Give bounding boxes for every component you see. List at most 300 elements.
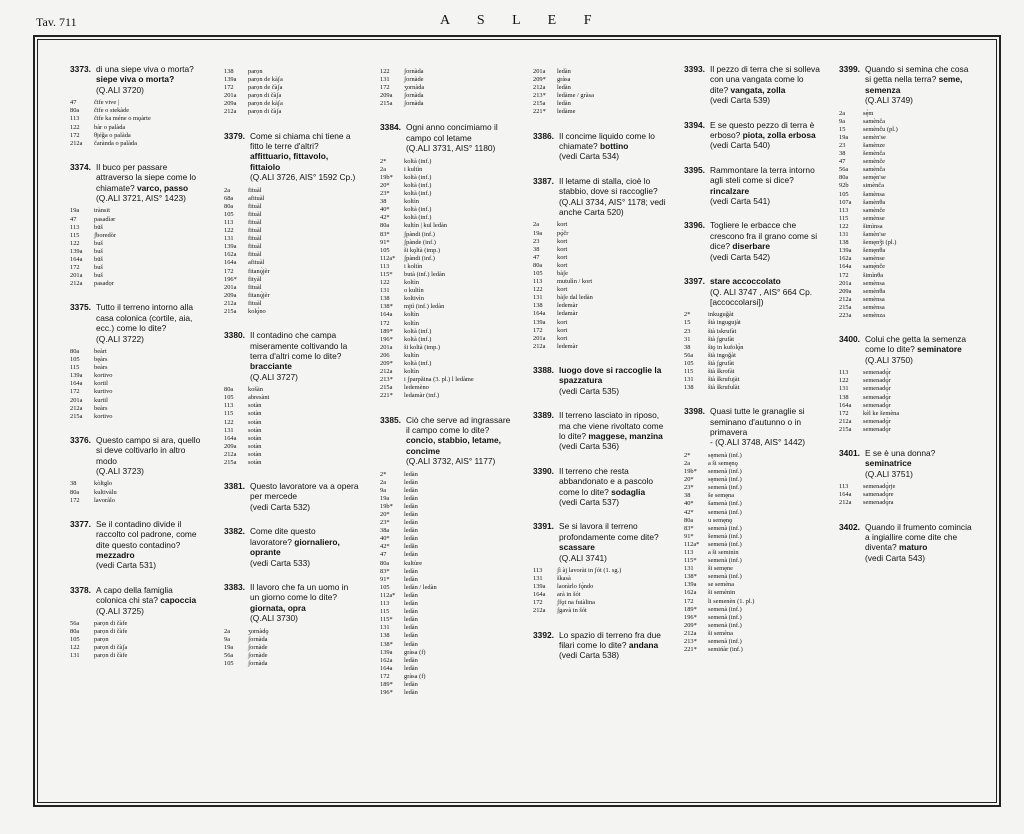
questionnaire-entry xyxy=(533,630,668,675)
headword: mezzadro xyxy=(96,549,135,560)
location-code: 115 xyxy=(70,364,80,372)
response-row xyxy=(839,231,973,239)
response-row xyxy=(684,646,820,654)
response-row xyxy=(380,471,514,479)
response-row xyxy=(380,616,514,624)
location-code: 209a xyxy=(380,92,393,100)
location-code: 131 xyxy=(839,231,849,239)
dialect-form: li semenèn (1. pl.) xyxy=(708,597,755,605)
question-number: 3381. xyxy=(224,481,245,492)
location-code: 212a xyxy=(533,342,546,350)
question-text: Questo lavoratore va a opera per mercede xyxy=(250,481,359,502)
response-row xyxy=(380,182,514,190)
response-row xyxy=(839,272,973,280)
location-code: 56a xyxy=(224,651,234,659)
location-code: 212a xyxy=(684,629,697,637)
response-row xyxy=(224,92,359,100)
response-row xyxy=(224,308,359,316)
column-1 xyxy=(70,64,204,674)
entry-spacer xyxy=(533,661,668,675)
response-row xyxy=(70,356,204,364)
source-reference: (vedi Carta 542) xyxy=(710,251,771,262)
location-code: 131 xyxy=(224,235,234,243)
location-code: 213* xyxy=(380,376,393,384)
location-code: 212a xyxy=(70,280,83,288)
dialect-form: ledàn xyxy=(404,511,418,518)
questionnaire-entry xyxy=(224,131,359,331)
location-code: 19a xyxy=(380,494,390,502)
dialect-form: parọn di čàfe xyxy=(94,619,128,627)
location-code: 212a xyxy=(839,295,852,303)
location-code: 164a xyxy=(533,591,546,599)
location-code: 19b* xyxy=(684,468,697,476)
dialect-form: kort xyxy=(557,334,568,342)
location-code: 164a xyxy=(224,259,237,267)
location-code: 105 xyxy=(224,394,234,402)
response-row xyxy=(380,568,514,576)
location-code: 42* xyxy=(380,214,390,222)
dialect-form: koltà (inf.) xyxy=(404,190,432,198)
dialect-form: ši kǫltà (imp.) xyxy=(404,246,441,254)
entry-spacer xyxy=(533,616,668,630)
response-row xyxy=(684,606,820,614)
headword: maturo xyxy=(899,542,928,553)
entry-spacer xyxy=(839,320,973,334)
dialect-form: semenà (inf.) xyxy=(708,524,742,532)
dialect-form: škasà xyxy=(557,575,571,583)
questionnaire-entry xyxy=(224,68,359,131)
response-row xyxy=(380,632,514,640)
question-number: 3389. xyxy=(533,410,554,421)
location-code: 196* xyxy=(684,613,697,621)
response-row xyxy=(380,336,514,344)
questionnaire-entry xyxy=(684,406,820,668)
question-number: 3376. xyxy=(70,434,91,445)
response-row xyxy=(533,286,668,294)
response-row xyxy=(70,397,204,405)
headword: vangata, zolla xyxy=(730,84,786,95)
location-code: 201a xyxy=(839,279,852,287)
response-row xyxy=(684,573,820,581)
headword: sodaglia xyxy=(611,486,646,497)
location-code: 23 xyxy=(839,142,846,149)
response-row xyxy=(839,499,973,507)
dialect-form: ʃornàde xyxy=(248,651,268,659)
question-text: Tutto il terreno intorno alla casa colonica (cortile, aia, ecc.) come lo dite? xyxy=(96,302,193,334)
location-code: 2a xyxy=(224,627,231,635)
response-row xyxy=(380,166,514,174)
source-reference: (Q.ALI 3749) xyxy=(865,95,913,106)
response-row xyxy=(380,551,514,559)
location-code: 164a xyxy=(839,401,852,409)
response-row xyxy=(380,527,514,535)
source-reference: (Q.ALI 3732, AIS° 1177) xyxy=(406,456,496,467)
response-row xyxy=(684,614,820,622)
response-row xyxy=(533,302,668,310)
location-code: 105 xyxy=(224,659,234,667)
question-block xyxy=(70,585,204,616)
location-code: 15 xyxy=(839,125,846,133)
question-block xyxy=(533,466,668,508)
question-block xyxy=(70,64,204,95)
response-row xyxy=(224,84,359,92)
dialect-form: koltìn xyxy=(404,319,419,327)
response-list xyxy=(70,348,204,421)
source-reference: (Q.ALI 3725) xyxy=(96,605,144,616)
entry-spacer xyxy=(70,660,204,674)
location-code: 131 xyxy=(684,376,694,384)
questionnaire-entry xyxy=(839,334,973,448)
response-row xyxy=(380,247,514,255)
response-row xyxy=(224,394,359,402)
dialect-form: semenadǫ̀r xyxy=(863,393,891,401)
response-row xyxy=(380,641,514,649)
location-code: 105 xyxy=(224,210,234,218)
location-code: 131 xyxy=(684,565,694,573)
location-code: 80a xyxy=(70,107,80,115)
response-row xyxy=(839,312,973,320)
dialect-form: gràsa (f) xyxy=(404,672,426,680)
dialect-form: parọn di čàʃa xyxy=(248,108,282,116)
dialect-form: sęmenà (inf.) xyxy=(708,476,742,484)
location-code: 113 xyxy=(380,262,390,270)
question-block xyxy=(70,302,204,344)
dialect-form: parọn di čàʃa xyxy=(94,644,128,652)
location-code: 209* xyxy=(533,76,546,84)
response-row xyxy=(70,240,204,248)
response-row xyxy=(533,294,668,302)
headword: giornata, opra xyxy=(250,602,306,613)
location-code: 212a xyxy=(839,417,852,425)
response-row xyxy=(380,376,514,384)
source-reference: (Q.ALI 3734, AIS° 1178; vedi anche Carta 520) xyxy=(559,196,666,217)
questionnaire-entry xyxy=(380,68,514,122)
source-reference: (vedi Carta 541) xyxy=(710,196,771,207)
location-code: 80a xyxy=(70,347,80,355)
question-text: Il terreno lasciato in riposo, ma che viene rivoltato come lo dite? xyxy=(559,410,664,441)
dialect-form: šemenà (inf.) xyxy=(708,532,742,540)
response-row xyxy=(684,492,820,500)
response-row xyxy=(839,223,973,231)
dialect-form: semenadǫ̀r xyxy=(863,385,891,393)
location-code: 212a xyxy=(70,404,83,412)
location-code: 9a xyxy=(839,117,846,125)
questionnaire-entry xyxy=(839,448,973,522)
response-row xyxy=(839,418,973,426)
dialect-form: ledàn xyxy=(557,100,571,108)
location-code: 206 xyxy=(380,351,390,359)
source-reference: (Q.ALI 3731, AIS° 1180) xyxy=(406,143,496,154)
response-row xyxy=(380,190,514,198)
dialect-form: ledàn xyxy=(404,664,418,672)
question-text: Quando il frumento comincia a ingiallire come dite che diventa? xyxy=(865,521,972,553)
dialect-form: ledǎn xyxy=(404,543,418,551)
question-text: di una siepe viva o morta? xyxy=(96,64,194,74)
dialect-form: semińàr (inf.) xyxy=(708,646,743,654)
location-code: 68a xyxy=(224,194,234,202)
question-text: Lo spazio di terreno fra due filari come lo dite? xyxy=(559,629,661,650)
dialect-form: koltìn xyxy=(404,311,419,319)
question-block xyxy=(684,220,820,262)
dialect-form: semenà (inf.) xyxy=(708,621,742,629)
location-code: 42* xyxy=(380,543,390,551)
question-number: 3386. xyxy=(533,130,554,141)
headword: giornaliero, oprante xyxy=(250,536,340,558)
location-code: 139a xyxy=(684,581,697,589)
location-code: 113 xyxy=(224,218,234,226)
location-code: 212a xyxy=(533,607,546,615)
questionnaire-entry xyxy=(70,64,204,162)
headword: diserbare xyxy=(732,241,771,252)
dialect-form: kort xyxy=(557,237,568,245)
dialect-form: ši semènin xyxy=(708,589,736,597)
response-row xyxy=(70,99,204,107)
dialect-form: čarànda o palàda xyxy=(94,139,137,147)
dialect-form: ledàn xyxy=(404,494,418,502)
location-code: 201a xyxy=(380,343,393,351)
dialect-form: büš xyxy=(94,223,103,231)
entry-spacer xyxy=(533,351,668,365)
response-row xyxy=(533,76,668,84)
response-row xyxy=(224,402,359,410)
entry-spacer xyxy=(380,108,514,122)
location-code: 201a xyxy=(224,92,237,100)
dialect-form: parọn xyxy=(248,68,263,75)
dialect-form: fityàl xyxy=(248,275,262,283)
location-code: 172 xyxy=(380,319,390,327)
response-list xyxy=(533,68,668,117)
location-code: 122 xyxy=(380,279,390,287)
question-number: 3384. xyxy=(380,122,401,133)
question-text: Il terreno che resta abbandonato e a pascolo come lo dite? xyxy=(559,465,654,497)
question-text: Il concime liquido come lo chiamate? xyxy=(559,130,655,151)
location-code: 19a xyxy=(70,207,80,215)
dialect-form: simènča xyxy=(863,182,884,190)
question-text: luogo dove si raccoglie la spazzatura xyxy=(559,364,662,386)
dialect-form: koltà (inf.) xyxy=(404,360,432,368)
response-row xyxy=(533,575,668,583)
response-row xyxy=(380,239,514,247)
dialect-form: šimìnsa xyxy=(863,222,883,230)
dialect-form: sotàn xyxy=(248,442,262,450)
location-code: 80a xyxy=(70,488,80,496)
question-number: 3401. xyxy=(839,448,860,459)
headword: bracciante xyxy=(250,361,292,372)
location-code: 80a xyxy=(533,261,543,269)
location-code: 113 xyxy=(839,483,849,491)
location-code: 80a xyxy=(684,516,694,524)
dialect-form: kultìn xyxy=(404,351,419,359)
source-reference: (vedi Carta 540) xyxy=(710,140,771,151)
question-block xyxy=(684,406,820,448)
questionnaire-entry xyxy=(533,365,668,410)
page-title: A S L E F xyxy=(440,13,604,28)
response-row xyxy=(839,263,973,271)
dialect-form: parọn di čàfe xyxy=(94,652,128,660)
headword: seminatrice xyxy=(865,458,912,469)
response-row xyxy=(70,480,204,488)
location-code: 172 xyxy=(533,599,543,607)
location-code: 80a xyxy=(380,559,390,567)
response-row xyxy=(839,377,973,385)
location-code: 164a xyxy=(380,664,393,672)
dialect-form: afituàl xyxy=(248,259,265,267)
response-row xyxy=(684,557,820,565)
question-number: 3385. xyxy=(380,414,401,425)
response-row xyxy=(224,235,359,243)
question-block xyxy=(684,120,820,151)
location-code: 105 xyxy=(380,583,390,591)
location-code: 115 xyxy=(224,410,234,418)
location-code: 215a xyxy=(839,303,852,311)
location-code: 201a xyxy=(533,68,546,75)
dialect-form: sotàn xyxy=(248,418,262,426)
source-reference: (vedi Carta 535) xyxy=(559,385,620,396)
dialect-form: semenà (inf.) xyxy=(708,484,742,492)
response-row xyxy=(380,689,514,697)
dialect-form: trànsit xyxy=(94,207,110,215)
dialect-form: beàrs xyxy=(94,404,108,412)
dialect-form: laoràrlo fǫ̀ndo xyxy=(557,583,594,591)
dialect-form: fituàl xyxy=(248,283,262,291)
location-code: 23 xyxy=(533,237,540,245)
location-code: 23* xyxy=(380,519,390,527)
response-row xyxy=(380,174,514,182)
location-code: 115* xyxy=(684,557,697,565)
dialect-form: ledàme / gràsa xyxy=(557,92,594,100)
response-row xyxy=(839,296,973,304)
response-row xyxy=(839,150,973,158)
question-number: 3393. xyxy=(684,64,705,74)
response-row xyxy=(839,491,973,499)
location-code: 138 xyxy=(533,302,543,310)
response-row xyxy=(533,230,668,238)
headword: bottino xyxy=(599,140,629,151)
location-code: 172 xyxy=(70,496,80,504)
location-code: 212a xyxy=(533,84,546,92)
dialect-form: ledàn xyxy=(404,486,418,494)
questionnaire-entry xyxy=(380,122,514,414)
dialect-form: koltìn xyxy=(404,368,419,376)
location-code: 122 xyxy=(224,418,234,426)
source-reference: (Q.ALI 3720) xyxy=(96,84,144,95)
location-code: 113 xyxy=(533,278,543,286)
question-text: Come dite questo lavoratore? xyxy=(250,526,316,547)
response-row xyxy=(224,652,359,660)
response-row xyxy=(533,583,668,591)
response-row xyxy=(224,451,359,459)
dialect-form: semenadǫ̀r xyxy=(863,417,891,425)
entry-spacer xyxy=(70,421,204,435)
response-row xyxy=(70,280,204,288)
dialect-form: kortivo xyxy=(94,372,113,380)
location-code: 139a xyxy=(380,648,393,656)
response-row xyxy=(70,207,204,215)
dialect-form: ledàn xyxy=(404,567,418,575)
questionnaire-entry xyxy=(224,526,359,582)
location-code: 47 xyxy=(380,551,387,559)
location-code: 19a xyxy=(533,229,543,237)
dialect-form: ledàn xyxy=(404,502,418,510)
location-code: 131 xyxy=(380,624,390,632)
dialect-form: šamenà (inf.) xyxy=(708,500,742,508)
location-code: 212a xyxy=(839,499,852,507)
location-code: 107a xyxy=(839,198,852,206)
dialect-form: semenadǫ̀ra xyxy=(863,499,894,507)
location-code: 201a xyxy=(70,396,83,404)
dialect-form: i ʃparpǎina (3. pl.) l ledàme xyxy=(404,376,474,384)
dialect-form: fituàl xyxy=(248,251,262,259)
location-code: 115 xyxy=(684,367,694,375)
source-reference: (vedi Carta 532) xyxy=(250,501,311,512)
response-row xyxy=(533,92,668,100)
source-reference: (Q.ALI 3750) xyxy=(865,354,913,365)
dialect-form: ʃì àj lavoràt in ʃót (1. sg.) xyxy=(557,567,622,574)
dialect-form: ledàn xyxy=(404,535,418,543)
dialect-form: ʒornàda xyxy=(404,84,425,92)
question-number: 3396. xyxy=(684,220,705,231)
question-number: 3382. xyxy=(224,526,245,537)
source-reference: (Q.ALI 3741) xyxy=(559,552,607,563)
response-row xyxy=(684,484,820,492)
response-row xyxy=(224,276,359,284)
location-code: 122 xyxy=(533,286,543,294)
location-code: 38 xyxy=(380,198,387,206)
questionnaire-entry xyxy=(224,481,359,526)
response-row xyxy=(380,360,514,368)
dialect-form: ʃgavà in šót xyxy=(557,607,587,615)
entry-spacer xyxy=(684,262,820,276)
response-row xyxy=(839,239,973,247)
response-row xyxy=(224,68,359,76)
location-code: 172 xyxy=(380,84,390,92)
location-code: 172 xyxy=(70,388,80,396)
location-code: 105 xyxy=(70,636,80,644)
location-code: 2a xyxy=(684,459,691,467)
response-row xyxy=(70,413,204,421)
response-row xyxy=(224,100,359,108)
response-row xyxy=(380,368,514,376)
location-code: 164a xyxy=(70,255,83,263)
headword: piota, zolla erbosa xyxy=(742,130,816,141)
source-reference: (Q.ALI 3727) xyxy=(250,371,298,382)
question-text: Se il contadino divide il raccolto col padrone, come dite questo contadino? xyxy=(96,518,197,550)
dialect-form: buš xyxy=(94,272,103,280)
dialect-form: θjéǧa o palàda xyxy=(94,131,131,139)
dialect-form: koltà (inf.) xyxy=(404,173,432,181)
response-row xyxy=(533,68,668,76)
dialect-form: lavoràlo xyxy=(94,496,115,504)
location-code: 196* xyxy=(380,689,393,697)
dialect-form: ledemàr xyxy=(557,342,578,350)
response-row xyxy=(533,238,668,246)
dialect-form: fitanǫ̀jèr xyxy=(248,267,270,275)
dialect-form: sęmenà (inf.) xyxy=(708,451,742,459)
questionnaire-entry xyxy=(684,165,820,221)
location-code: 196* xyxy=(380,335,393,343)
location-code: 122 xyxy=(839,222,849,230)
response-row xyxy=(684,328,820,336)
dialect-form: ledàn xyxy=(404,470,418,478)
location-code: 38 xyxy=(839,150,846,158)
dialect-form: ledàn xyxy=(404,632,418,640)
location-code: 122 xyxy=(70,644,80,652)
response-row xyxy=(224,108,359,116)
dialect-form: afituàl xyxy=(248,194,265,202)
location-code: 212a xyxy=(224,108,237,116)
response-row xyxy=(839,134,973,142)
source-reference: (vedi Carta 537) xyxy=(559,496,620,507)
